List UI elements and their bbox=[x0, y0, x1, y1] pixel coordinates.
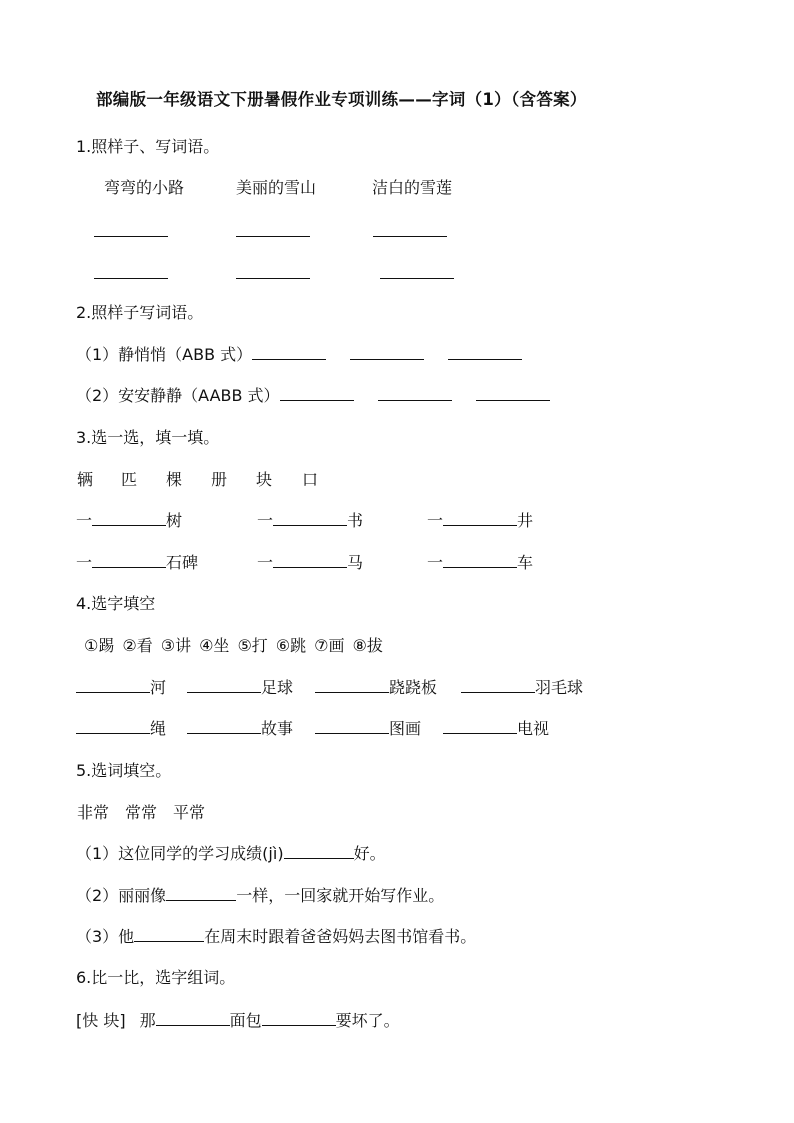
q4-row1-item4: 羽毛球 bbox=[461, 678, 583, 698]
q1-example-2: 美丽的雪山 bbox=[236, 178, 317, 197]
q5-s2-blank[interactable] bbox=[166, 886, 236, 901]
q5-option-2: 常常 bbox=[125, 803, 158, 822]
q3-heading: 3.选一选，填一填。 bbox=[76, 428, 220, 447]
q1-blank-1-2[interactable] bbox=[236, 222, 310, 242]
q4-heading: 4.选字填空 bbox=[76, 594, 156, 613]
q3-row1-item2: 一 书 bbox=[257, 511, 364, 530]
q1-heading: 1.照样子、写词语。 bbox=[76, 137, 220, 156]
q1-blank-2-2[interactable] bbox=[236, 264, 310, 284]
q4-row2-blank2[interactable] bbox=[187, 719, 261, 734]
q1-example-3: 洁白的雪莲 bbox=[372, 178, 453, 197]
q4-option-4: ④坐 bbox=[199, 636, 230, 655]
q3-option-1: 辆 bbox=[77, 470, 94, 489]
q4-option-2: ②看 bbox=[122, 636, 153, 655]
q2-item-2-blank-1[interactable] bbox=[280, 386, 354, 401]
q4-option-8: ⑧拔 bbox=[352, 636, 383, 655]
q6-sentence: [快 块] 那 面包 要坏了。 bbox=[76, 1011, 400, 1030]
q2-item-2 bbox=[76, 386, 550, 406]
q4-row1-blank4[interactable] bbox=[461, 678, 535, 693]
q1-blank-2-1[interactable] bbox=[94, 264, 168, 284]
q1-blank-1-1[interactable] bbox=[94, 222, 168, 242]
q4-option-6: ⑥跳 bbox=[275, 636, 307, 655]
q3-row1-blank1[interactable] bbox=[92, 511, 166, 526]
q1-blank-2-3[interactable] bbox=[380, 264, 454, 284]
q4-option-5: ⑤打 bbox=[237, 636, 268, 655]
q3-row2-item2: 一 马 bbox=[257, 553, 364, 572]
q2-heading: 2.照样子写词语。 bbox=[76, 303, 204, 322]
q3-row2-blank2[interactable] bbox=[273, 553, 347, 568]
page-title: 部编版一年级语文下册暑假作业专项训练——字词（1）（含答案） bbox=[96, 90, 587, 109]
q5-option-3: 平常 bbox=[173, 803, 206, 822]
q2-item-1-blank-1[interactable] bbox=[252, 345, 326, 360]
q5-sentence-2: （2）丽丽像 一样，一回家就开始写作业。 bbox=[76, 886, 445, 905]
q4-row2-item4: 电视 bbox=[443, 719, 549, 739]
q6-blank-2[interactable] bbox=[262, 1011, 336, 1026]
q5-option-1: 非常 bbox=[77, 803, 110, 822]
q4-row1-blank3[interactable] bbox=[315, 678, 389, 693]
q1-blank-1-3[interactable] bbox=[373, 222, 447, 242]
q3-row1-blank2[interactable] bbox=[273, 511, 347, 526]
q4-options bbox=[84, 636, 391, 656]
q2-item-2-blank-3[interactable] bbox=[476, 386, 550, 401]
q4-row1-item3: 跷跷板 bbox=[315, 678, 437, 698]
q3-row1-item1: 一 树 bbox=[76, 511, 183, 530]
q4-row2-blank3[interactable] bbox=[315, 719, 389, 734]
q4-option-1: ①踢 bbox=[84, 636, 115, 655]
q2-item-2-blank-2[interactable] bbox=[378, 386, 452, 401]
q4-row1-blank1[interactable] bbox=[76, 678, 150, 693]
q3-option-4: 册 bbox=[211, 470, 228, 489]
q3-option-5: 块 bbox=[256, 470, 273, 489]
q5-sentence-3: （3）他 在周末时跟着爸爸妈妈去图书馆看书。 bbox=[76, 927, 477, 946]
q2-item-1 bbox=[76, 345, 522, 365]
q3-row2-blank1[interactable] bbox=[92, 553, 166, 568]
q4-row2-item2: 故事 bbox=[187, 719, 293, 739]
q5-options bbox=[77, 803, 205, 823]
q1-example-1: 弯弯的小路 bbox=[104, 178, 185, 197]
q3-option-6: 口 bbox=[302, 470, 319, 489]
q4-row2-blank4[interactable] bbox=[443, 719, 517, 734]
q2-item-1-blank-2[interactable] bbox=[350, 345, 424, 360]
q5-heading: 5.选词填空。 bbox=[76, 761, 172, 780]
q4-row1-item2: 足球 bbox=[187, 678, 293, 698]
q4-row2-item1: 绳 bbox=[76, 719, 166, 739]
q5-sentence-1: （1）这位同学的学习成绩(jì) 好。 bbox=[76, 844, 386, 863]
q6-blank-1[interactable] bbox=[156, 1011, 230, 1026]
q3-option-2: 匹 bbox=[121, 470, 138, 489]
q5-s1-blank[interactable] bbox=[284, 844, 354, 859]
q4-row1-blank2[interactable] bbox=[187, 678, 261, 693]
q4-option-3: ③讲 bbox=[160, 636, 192, 655]
q3-row1-blank3[interactable] bbox=[443, 511, 517, 526]
q6-char-pair: [快 块] bbox=[76, 1011, 126, 1030]
q2-item-1-label: （1）静悄悄（ABB 式） bbox=[76, 345, 253, 364]
q3-row2-blank3[interactable] bbox=[443, 553, 517, 568]
q2-item-2-label: （2）安安静静（AABB 式） bbox=[76, 386, 280, 405]
q4-row1-item1: 河 bbox=[76, 678, 166, 698]
q3-row2-item1: 一 石碑 bbox=[76, 553, 199, 572]
q5-s3-blank[interactable] bbox=[134, 927, 204, 942]
q4-option-7: ⑦画 bbox=[314, 636, 345, 655]
q3-row2-item3: 一 车 bbox=[427, 553, 534, 572]
q4-row2-item3: 图画 bbox=[315, 719, 421, 739]
q3-row1-item3: 一 井 bbox=[427, 511, 534, 530]
q4-row2-blank1[interactable] bbox=[76, 719, 150, 734]
q2-item-1-blank-3[interactable] bbox=[448, 345, 522, 360]
q6-heading: 6.比一比，选字组词。 bbox=[76, 968, 236, 987]
q3-option-3: 棵 bbox=[166, 470, 183, 489]
